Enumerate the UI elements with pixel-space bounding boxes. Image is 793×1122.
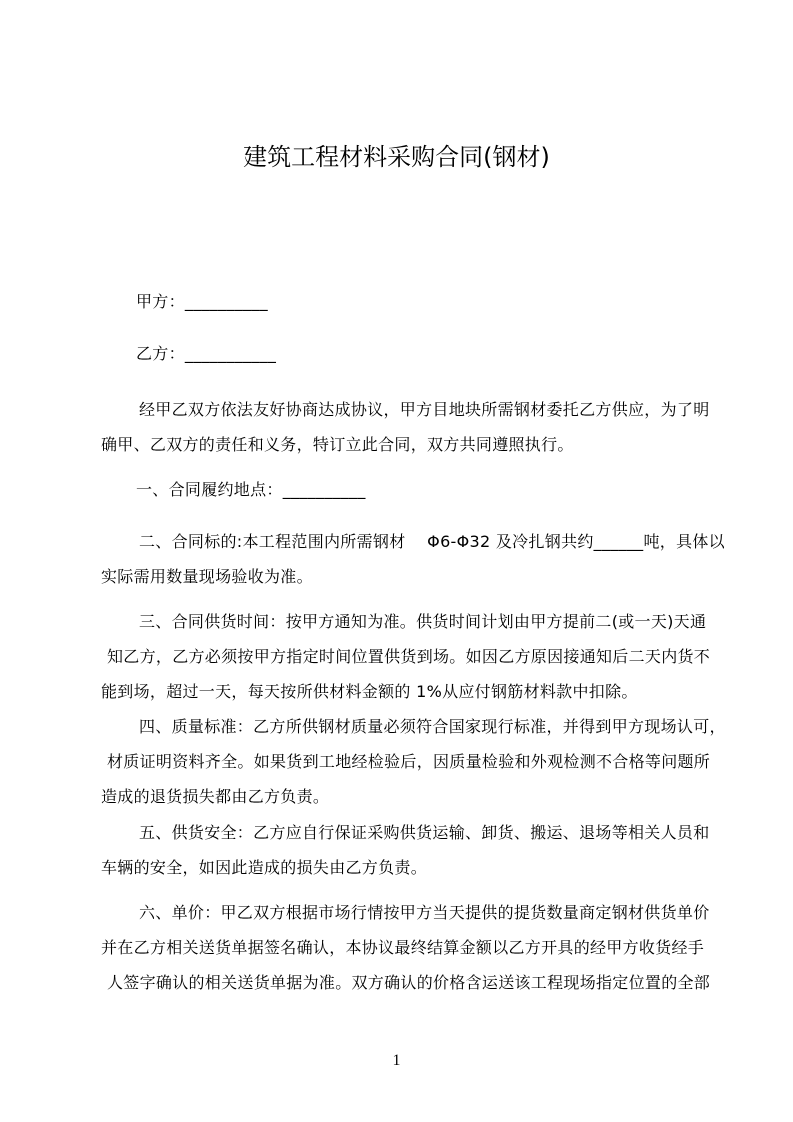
- clause-6-line-3: 人签字确认的相关送货单据为准。双方确认的价格含运送该工程现场指定位置的全部: [107, 973, 711, 992]
- clause-1-location: 一、合同履约地点：__________: [136, 480, 366, 499]
- clause-3-line-2: 知乙方，乙方必须按甲方指定时间位置供货到场。如因乙方原因接通知后二天内货不: [107, 647, 711, 666]
- clause-4-quality: [101, 709, 726, 814]
- clause-5-line-1: 五、供货安全：乙方应自行保证采购供货运输、卸货、搬运、退场等相关人员和: [139, 823, 710, 842]
- clause-4-line-3: 造成的退货损失都由乙方负责。: [101, 787, 330, 806]
- clause-2-line-2: 实际需用数量现场验收为准。: [101, 567, 313, 586]
- clause-3-delivery-time: [101, 604, 709, 709]
- party-b-line: 乙方：___________: [136, 344, 277, 363]
- clause-5-safety: [101, 815, 709, 885]
- clause-3-line-1: 三、合同供货时间：按甲方通知为准。供货时间计划由甲方提前二(或一天)天通: [139, 612, 707, 631]
- intro-line-1: 经甲乙双方依法友好协商达成协议，甲方目地块所需钢材委托乙方供应，为了明: [139, 400, 710, 419]
- intro-paragraph: [101, 392, 709, 462]
- clause-5-line-2: 车辆的安全，如因此造成的损失由乙方负责。: [101, 858, 428, 877]
- clause-2-line-1: 二、合同标的:本工程范围内所需钢材 Φ6-Φ32 及冷扎钢共约______吨，具体以: [139, 532, 725, 551]
- clause-3-line-3: 能到场，超过一天，每天按所供材料金额的 1%从应付钢筋材料款中扣除。: [101, 682, 638, 701]
- page-number: 1: [392, 1052, 401, 1069]
- intro-line-2: 确甲、乙双方的责任和义务，特订立此合同，双方共同遵照执行。: [101, 435, 574, 454]
- clause-2-subject: [101, 524, 725, 594]
- clause-4-line-1: 四、质量标准：乙方所供钢材质量必须符合国家现行标准，并得到甲方现场认可，: [139, 717, 726, 736]
- clause-4-line-2: 材质证明资料齐全。如果货到工地经检验后，因质量检验和外观检测不合格等问题所: [107, 752, 711, 771]
- clause-6-line-2: 并在乙方相关送货单据签名确认，本协议最终结算金额以乙方开具的经甲方收货经手: [101, 938, 705, 957]
- document-title: 建筑工程材料采购合同(钢材): [243, 143, 550, 171]
- party-a-line: 甲方：__________: [136, 292, 268, 311]
- clause-6-unit-price: [101, 895, 709, 1000]
- clause-6-line-1: 六、单价：甲乙双方根据市场行情按甲方当天提供的提货数量商定钢材供货单价: [139, 903, 710, 922]
